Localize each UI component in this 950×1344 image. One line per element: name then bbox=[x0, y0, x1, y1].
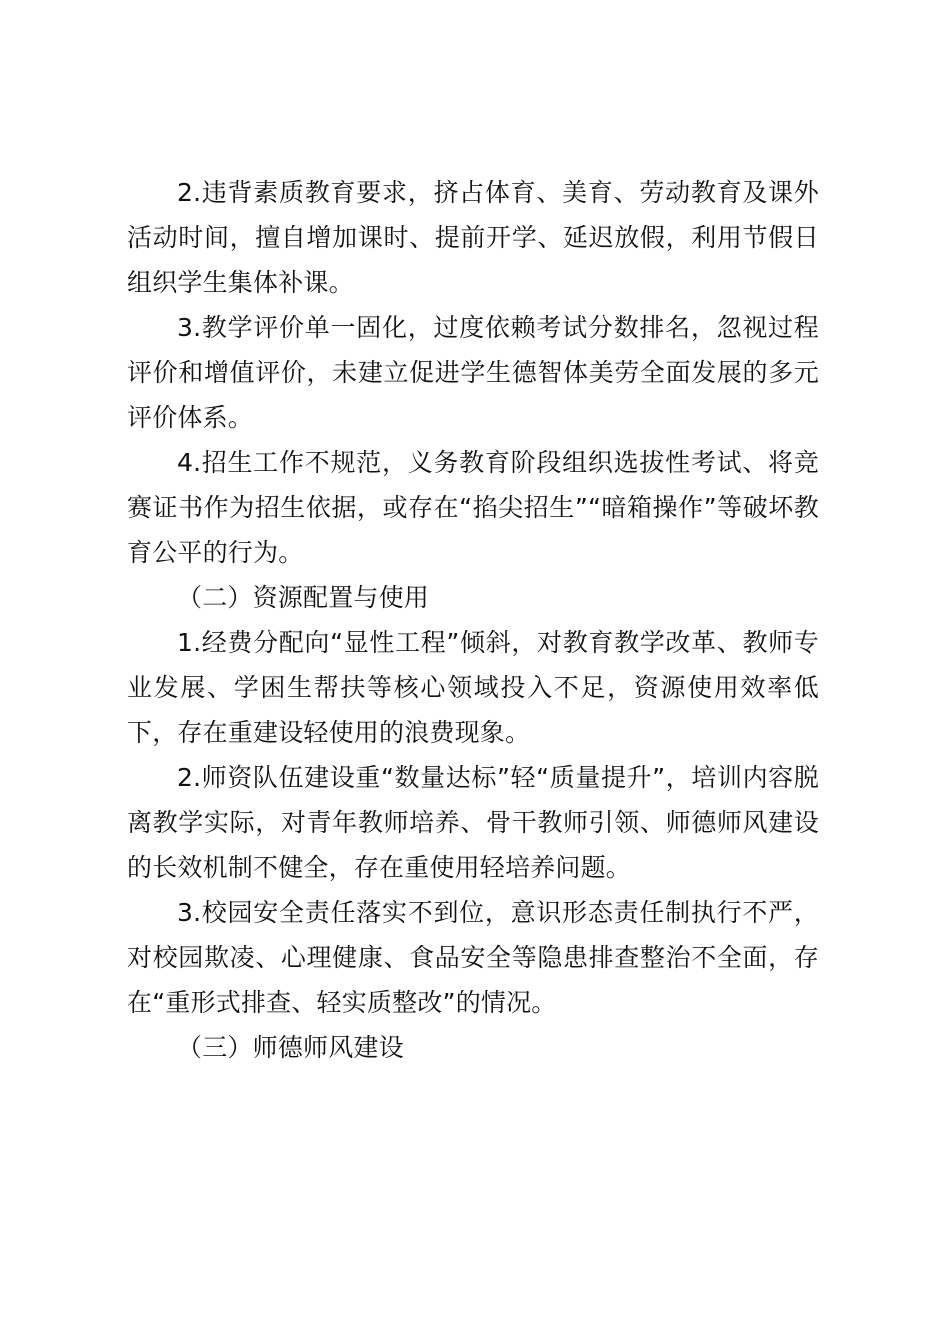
section-heading-teacher-ethics: （三）师德师风建设 bbox=[177, 1033, 404, 1062]
paragraph-item-2-quality-education: 2.违背素质教育要求，挤占体育、美育、劳动教育及课外活动时间，擅自增加课时、提前开学、延迟放假，利用节假日组织学生集体补课。 bbox=[127, 178, 819, 297]
paragraph-item-3-campus-safety: 3.校园安全责任落实不到位，意识形态责任制执行不严，对校园欺凌、心理健康、食品安全等隐患排查整治不全面，存在“重形式排查、轻实质整改”的情况。 bbox=[127, 898, 819, 1017]
paragraph-item-4-enrollment: 4.招生工作不规范，义务教育阶段组织选拔性考试、将竞赛证书作为招生依据，或存在“掐尖招生”“暗箱操作”等破坏教育公平的行为。 bbox=[127, 448, 819, 567]
paragraph-item-2-teacher-team: 2.师资队伍建设重“数量达标”轻“质量提升”，培训内容脱离教学实际，对青年教师培养、骨干教师引领、师德师风建设的长效机制不健全，存在重使用轻培养问题。 bbox=[127, 763, 819, 882]
paragraph-item-1-funding: 1.经费分配向“显性工程”倾斜，对教育教学改革、教师专业发展、学困生帮扶等核心领域投入不足，资源使用效率低下，存在重建设轻使用的浪费现象。 bbox=[127, 628, 819, 747]
document-body bbox=[127, 170, 819, 1070]
section-heading-resource-allocation: （二）资源配置与使用 bbox=[177, 583, 430, 612]
paragraph-item-3-teaching-evaluation: 3.教学评价单一固化，过度依赖考试分数排名，忽视过程评价和增值评价，未建立促进学生德智体美劳全面发展的多元评价体系。 bbox=[127, 313, 819, 432]
